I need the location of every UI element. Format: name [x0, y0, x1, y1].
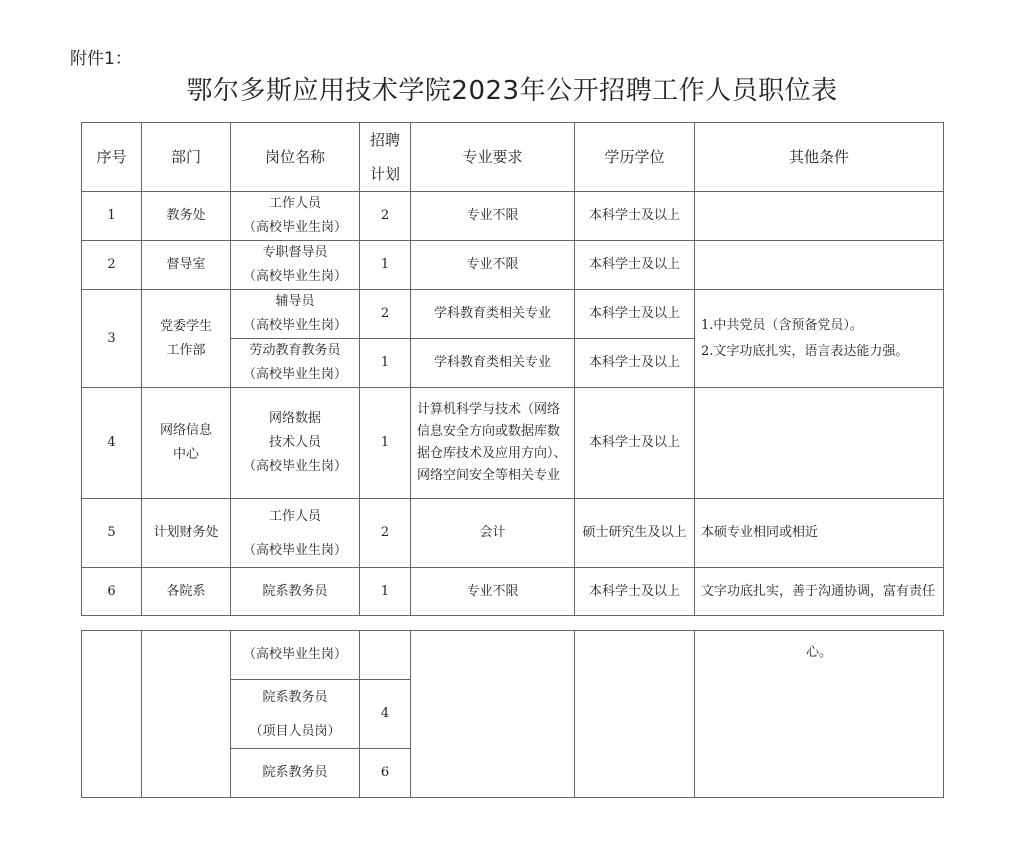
cell-degree: 本科学士及以上 — [575, 339, 695, 388]
cell-major — [411, 631, 575, 798]
cell-position: 院系教务员 — [231, 568, 360, 616]
cell-plan: 1 — [360, 339, 411, 388]
header-position: 岗位名称 — [231, 123, 360, 192]
cell-other — [695, 192, 944, 241]
cell-position: 院系教务员 （项目人员岗） — [231, 680, 360, 749]
table-row — [82, 192, 944, 241]
cell-major: 专业不限 — [411, 241, 575, 290]
cell-dept: 网络信息 中心 — [142, 388, 231, 499]
cell-dept: 党委学生 工作部 — [142, 290, 231, 388]
table-row — [82, 631, 944, 680]
cell-position: 工作人员 （高校毕业生岗） — [231, 192, 360, 241]
header-other: 其他条件 — [695, 123, 944, 192]
cell-degree: 本科学士及以上 — [575, 568, 695, 616]
cell-dept: 计划财务处 — [142, 499, 231, 568]
cell-other: 本硕专业相同或相近 — [695, 499, 944, 568]
cell-major: 学科教育类相关专业 — [411, 290, 575, 339]
header-dept: 部门 — [142, 123, 231, 192]
cell-dept: 各院系 — [142, 568, 231, 616]
table-row — [82, 499, 944, 568]
cell-seq — [82, 631, 142, 798]
cell-position: 辅导员 （高校毕业生岗） — [231, 290, 360, 339]
cell-seq: 5 — [82, 499, 142, 568]
positions-table-continued — [81, 630, 944, 798]
cell-major: 专业不限 — [411, 568, 575, 616]
cell-dept: 督导室 — [142, 241, 231, 290]
cell-degree: 本科学士及以上 — [575, 192, 695, 241]
annex-label: 附件1： — [70, 49, 132, 69]
cell-position: 劳动教育教务员 （高校毕业生岗） — [231, 339, 360, 388]
cell-seq: 3 — [82, 290, 142, 388]
cell-major: 计算机科学与技术（网络信息安全方向或数据库数据仓库技术及应用方向）、网络空间安全等相关专业 — [411, 388, 575, 499]
cell-degree: 本科学士及以上 — [575, 241, 695, 290]
cell-position: 工作人员 （高校毕业生岗） — [231, 499, 360, 568]
cell-other: 文字功底扎实，善于沟通协调，富有责任 — [695, 568, 944, 616]
cell-seq: 2 — [82, 241, 142, 290]
cell-other — [695, 241, 944, 290]
cell-position: 专职督导员 （高校毕业生岗） — [231, 241, 360, 290]
cell-position: 网络数据 技术人员 （高校毕业生岗） — [231, 388, 360, 499]
page-title: 鄂尔多斯应用技术学院2023年公开招聘工作人员职位表 — [186, 76, 838, 106]
header-seq: 序号 — [82, 123, 142, 192]
positions-table — [81, 122, 944, 616]
cell-position: （高校毕业生岗） — [231, 631, 360, 680]
header-major: 专业要求 — [411, 123, 575, 192]
cell-plan: 1 — [360, 241, 411, 290]
cell-seq: 1 — [82, 192, 142, 241]
cell-major: 学科教育类相关专业 — [411, 339, 575, 388]
cell-degree: 本科学士及以上 — [575, 388, 695, 499]
header-degree: 学历学位 — [575, 123, 695, 192]
cell-major: 会计 — [411, 499, 575, 568]
table-row — [82, 388, 944, 499]
cell-seq: 6 — [82, 568, 142, 616]
cell-major: 专业不限 — [411, 192, 575, 241]
cell-dept — [142, 631, 231, 798]
cell-plan: 6 — [360, 749, 411, 798]
table-row — [82, 568, 944, 616]
header-plan: 招聘 计划 — [360, 123, 411, 192]
cell-dept: 教务处 — [142, 192, 231, 241]
table-row — [82, 290, 944, 339]
cell-plan: 2 — [360, 499, 411, 568]
cell-seq: 4 — [82, 388, 142, 499]
table-header-row — [82, 123, 944, 192]
cell-degree: 硕士研究生及以上 — [575, 499, 695, 568]
cell-plan: 1 — [360, 568, 411, 616]
cell-degree — [575, 631, 695, 798]
cell-other: 心。 — [695, 631, 944, 798]
cell-other — [695, 388, 944, 499]
cell-plan — [360, 631, 411, 680]
cell-plan: 4 — [360, 680, 411, 749]
cell-plan: 1 — [360, 388, 411, 499]
cell-plan: 2 — [360, 192, 411, 241]
table-row — [82, 241, 944, 290]
cell-position: 院系教务员 — [231, 749, 360, 798]
cell-plan: 2 — [360, 290, 411, 339]
cell-other: 1.中共党员（含预备党员）。 2.文字功底扎实，语言表达能力强。 — [695, 290, 944, 388]
cell-degree: 本科学士及以上 — [575, 290, 695, 339]
